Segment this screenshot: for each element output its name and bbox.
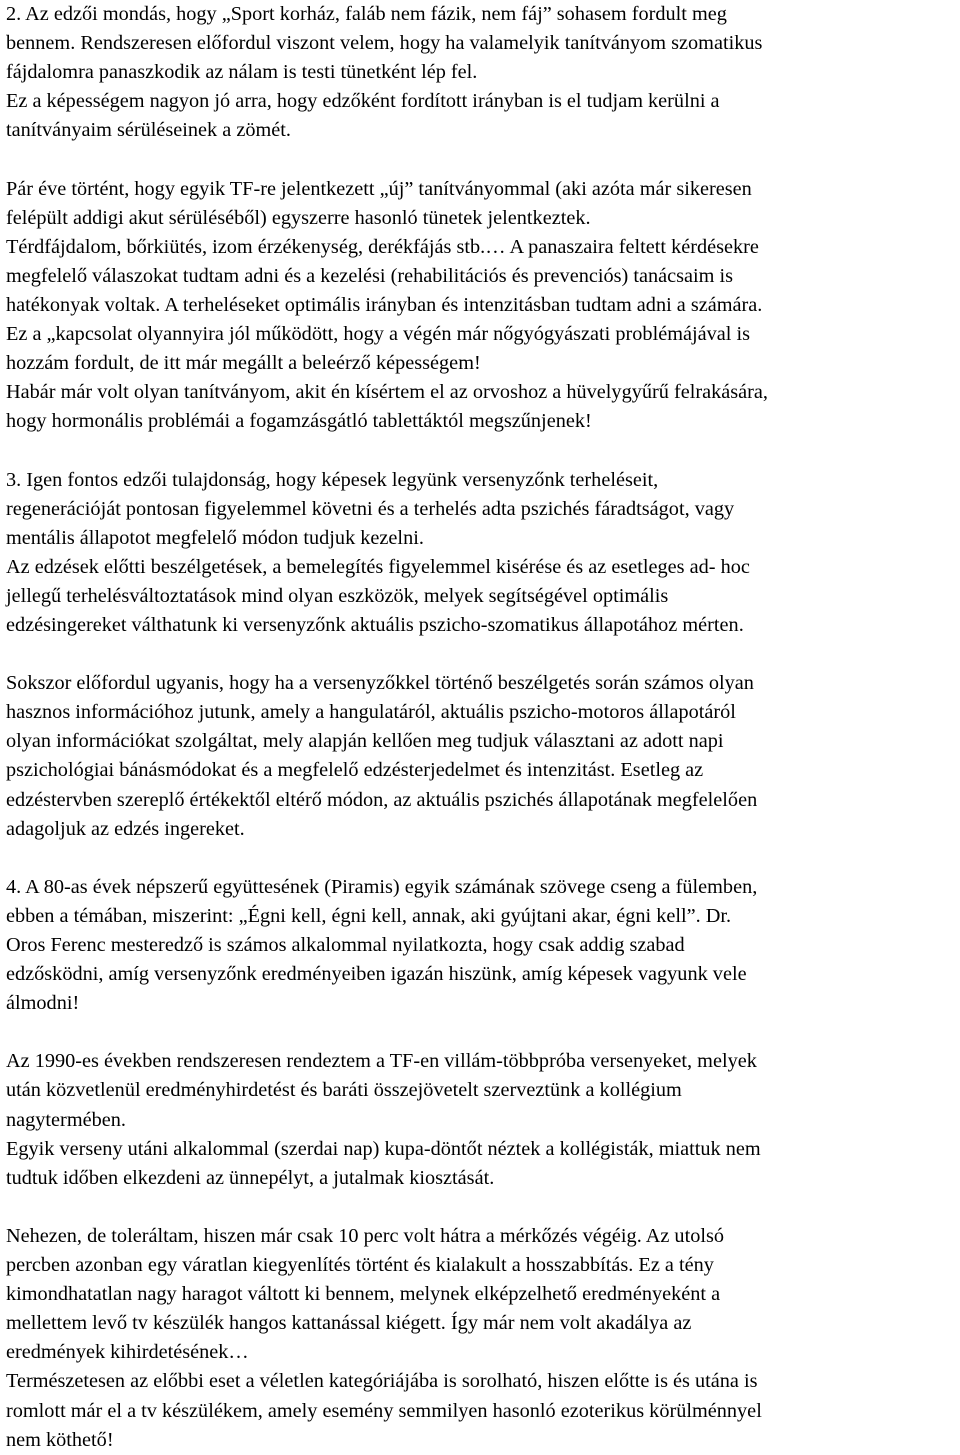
text-line: hogy hormonális problémái a fogamzásgátló tablettáktól megszűnjenek! <box>6 410 592 433</box>
text-line: Habár már volt olyan tanítványom, akit én kísértem el az orvoshoz a hüvelygyűrű felrakására, <box>6 381 768 404</box>
text-line: kimondhatatlan nagy haragot váltott ki bennem, melynek elképzelhető eredményeként a <box>6 1283 721 1306</box>
text-line: bennem. Rendszeresen előfordul viszont velem, hogy ha valamelyik tanítványom szomatikus <box>6 32 763 55</box>
text-line: Egyik verseny utáni alkalommal (szerdai nap) kupa-döntőt néztek a kollégisták, miattuk nem <box>6 1137 761 1160</box>
text-line: Az 1990-es években rendszeresen rendeztem a TF-en villám-többpróba versenyeket, melyek <box>6 1050 757 1073</box>
text-line: adagoljuk az edzés ingereket. <box>6 817 245 840</box>
paragraph-point-2 <box>6 0 956 145</box>
text-line: olyan információkat szolgáltat, mely alapján kellően meg tudjuk választani az adott napi <box>6 730 724 753</box>
text-line: Pár éve történt, hogy egyik TF-re jelentkezett „új” tanítványommal (aki azóta már sikeresen <box>6 177 752 200</box>
text-line: után közvetlenül eredményhirdetést és baráti összejövetelt szerveztünk a kollégium <box>6 1079 682 1102</box>
text-line: hasznos információhoz jutunk, amely a hangulatáról, aktuális pszicho-motoros állapotáról <box>6 701 736 724</box>
paragraph-spacer <box>6 436 956 465</box>
paragraph-spacer <box>6 640 956 669</box>
text-line: Sokszor előfordul ugyanis, hogy ha a versenyzőkkel történő beszélgetés során számos olyan <box>6 672 754 695</box>
text-line: nem köthető! <box>6 1428 114 1451</box>
text-line: felépült addigi akut sérüléséből) egyszerre hasonló tünetek jelentkeztek. <box>6 206 591 229</box>
text-line: Oros Ferenc mesteredző is számos alkalommal nyilatkozta, hogy csak addig szabad <box>6 934 685 956</box>
paragraph-point-3 <box>6 466 956 641</box>
paragraph-point-4 <box>6 873 956 1018</box>
text-line: megfelelő válaszokat tudtam adni és a kezelési (rehabilitációs és prevenciós) tanácsaim is <box>6 264 734 287</box>
paragraph-tv <box>6 1222 956 1455</box>
paragraph-spacer <box>6 1193 956 1222</box>
text-line: jellegű terhelésváltoztatások mind olyan eszközök, melyek segítségével optimális <box>6 584 669 607</box>
text-line: fájdalomra panaszkodik az nálam is testi tünetként lép fel. <box>6 61 478 84</box>
text-line: 3. Igen fontos edzői tulajdonság, hogy képesek legyünk versenyzőnk terheléseit, <box>6 468 659 491</box>
document-page <box>6 0 956 1455</box>
text-line: edzéstervben szereplő értékektől eltérő módon, az aktuális pszichés állapotának megfelelően <box>6 788 758 811</box>
text-line: pszichológiai bánásmódokat és a megfelelő edzésterjedelmet és intenzitást. Esetleg az <box>6 759 704 782</box>
text-line: Az edzések előtti beszélgetések, a bemelegítés figyelemmel kisérése és az esetleges ad- hoc <box>6 555 750 578</box>
text-line: Természetesen az előbbi eset a véletlen kategóriájába is sorolható, hiszen előtte is és utána is <box>6 1370 758 1393</box>
paragraph-spacer <box>6 844 956 873</box>
text-line: 4. A 80-as évek népszerű együttesének (Piramis) egyik számának szövege cseng a fülemben, <box>6 875 758 898</box>
text-line: Ez a képességem nagyon jó arra, hogy edzőként fordított irányban is el tudjam kerülni a <box>6 90 720 113</box>
text-line: nagytermében. <box>6 1108 126 1131</box>
text-line: romlott már el a tv készülékem, amely esemény semmilyen hasonló ezoterikus körülménnyel <box>6 1399 762 1422</box>
text-line: edzésingereket válthatunk ki versenyzőnk aktuális pszicho-szomatikus állapotához mérten. <box>6 613 744 636</box>
text-line: tudtuk időben elkezdeni az ünnepélyt, a jutalmak kiosztását. <box>6 1166 495 1189</box>
text-line: mellettem levő tv készülék hangos kattanással kiégett. Így már nem volt akadálya az <box>6 1312 692 1335</box>
text-line: edzősködni, amíg versenyzőnk eredményeiben igazán hiszünk, amíg képesek vagyunk vele <box>6 963 747 986</box>
text-line: 2. Az edzői mondás, hogy „Sport korház, faláb nem fázik, nem fáj” sohasem fordult meg <box>6 3 727 25</box>
text-line: percben azonban egy váratlan kiegyenlítés történt és kialakult a hosszabbítás. Ez a tény <box>6 1254 714 1277</box>
text-line: hozzám fordult, de itt már megállt a beleérző képességem! <box>6 352 481 375</box>
text-line: Ez a „kapcsolat olyannyira jól működött, hogy a végén már nőgyógyászati problémájával is <box>6 323 750 346</box>
paragraph-story <box>6 175 956 437</box>
text-line: tanítványaim sérüléseinek a zömét. <box>6 119 291 142</box>
paragraph-conversation <box>6 669 956 844</box>
text-line: álmodni! <box>6 992 80 1015</box>
paragraph-spacer <box>6 1018 956 1047</box>
text-line: regenerációját pontosan figyelemmel követni és a terhelés adta pszichés fáradtságot, vagy <box>6 497 735 520</box>
text-line: Térdfájdalom, bőrkiütés, izom érzékenység, derékfájás stb.… A panaszaira feltett kérdésekre <box>6 235 759 258</box>
paragraph-1990s <box>6 1047 956 1192</box>
paragraph-spacer <box>6 145 956 174</box>
text-line: Nehezen, de toleráltam, hiszen már csak 10 perc volt hátra a mérkőzés végéig. Az utolsó <box>6 1224 725 1247</box>
text-line: ebben a témában, miszerint: „Égni kell, égni kell, annak, aki gyújtani akar, égni kell”. Dr. <box>6 904 732 927</box>
text-line: eredmények kihirdetésének… <box>6 1341 249 1364</box>
text-line: hatékonyak voltak. A terheléseket optimális irányban és intenzitásban tudtam adni a számára. <box>6 293 763 316</box>
text-line: mentális állapotot megfelelő módon tudjuk kezelni. <box>6 526 424 549</box>
